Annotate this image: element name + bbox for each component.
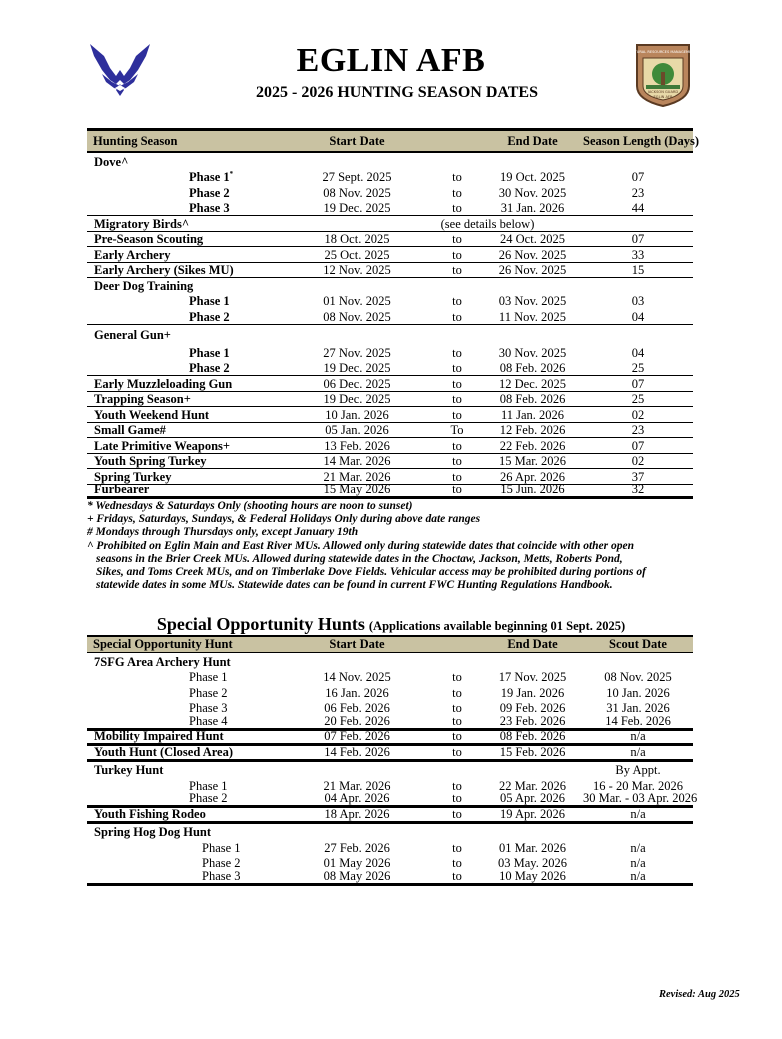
phase-label: Phase 2 <box>202 856 241 870</box>
header-start-date: Start Date <box>329 637 385 651</box>
scout-date: n/a <box>630 868 646 883</box>
phase-label: Phase 1 <box>189 670 228 684</box>
header-special-hunt: Special Opportunity Hunt <box>93 637 233 651</box>
start-date: 12 Nov. 2025 <box>323 263 391 277</box>
season-length: 44 <box>631 201 645 215</box>
table-row <box>87 293 693 309</box>
start-date: 10 Jan. 2026 <box>325 407 389 422</box>
to-label: to <box>452 247 462 262</box>
end-date: 12 Feb. 2026 <box>499 423 566 438</box>
phase-label: Phase 1 <box>189 294 230 308</box>
group-label: General Gun+ <box>94 328 171 342</box>
table-row <box>87 422 693 438</box>
logo-top-text: NATURAL RESOURCES MANAGEMENT <box>629 50 697 54</box>
hunt-name: Youth Hunt (Closed Area) <box>94 744 234 759</box>
season-length: 02 <box>631 407 645 422</box>
hunting-season-table <box>87 128 699 499</box>
to-label: to <box>452 806 462 821</box>
start-date: 14 Nov. 2025 <box>323 670 391 684</box>
season-length: 04 <box>631 345 645 360</box>
end-date: 19 Apr. 2026 <box>500 806 565 821</box>
table-row <box>87 453 693 469</box>
table-row <box>87 184 693 200</box>
to-label: to <box>452 185 462 200</box>
scout-date: n/a <box>630 856 646 870</box>
scout-date: By Appt. <box>615 763 661 777</box>
to-label: to <box>452 744 462 759</box>
to-label: to <box>452 361 462 376</box>
start-date: 01 Nov. 2025 <box>323 294 391 308</box>
end-date: 09 Feb. 2026 <box>499 701 566 715</box>
season-name: Late Primitive Weapons+ <box>94 438 231 453</box>
end-date: 17 Nov. 2025 <box>498 670 567 684</box>
table-row <box>87 391 693 407</box>
scout-date: n/a <box>630 744 646 759</box>
start-date: 19 Dec. 2025 <box>323 392 391 407</box>
to-label: to <box>452 294 462 308</box>
phase-label: Phase 3 <box>189 701 228 715</box>
table-row <box>87 870 693 886</box>
season-name: Early Muzzleloading Gun <box>94 376 233 391</box>
phase-label: Phase 1 <box>189 778 228 793</box>
special-hunts-title <box>0 614 782 635</box>
header-end-date: End Date <box>507 637 558 651</box>
to-label: to <box>452 778 462 793</box>
season-length: 37 <box>631 469 645 484</box>
start-date: 21 Mar. 2026 <box>323 778 391 793</box>
footnote: ^ Prohibited on Eglin Main and East River MUs. Allowed only during statewide dates that coincide with other open <box>87 539 635 552</box>
to-label: to <box>452 407 462 422</box>
to-label: to <box>452 856 462 870</box>
hunt-name: Youth Fishing Rodeo <box>94 806 206 821</box>
table-row <box>87 246 693 262</box>
to-label: To <box>450 423 464 438</box>
table-header <box>87 128 699 153</box>
phase-label: Phase 2 <box>189 185 230 200</box>
end-date: 26 Nov. 2025 <box>498 263 567 277</box>
table-row <box>87 262 693 278</box>
start-date: 14 Feb. 2026 <box>324 744 390 759</box>
end-date: 22 Feb. 2026 <box>499 438 566 453</box>
start-date: 27 Feb. 2026 <box>324 840 390 855</box>
season-length: 23 <box>631 423 645 438</box>
start-date: 19 Dec. 2025 <box>323 361 391 376</box>
season-length: 25 <box>631 361 645 376</box>
start-date: 21 Mar. 2026 <box>323 469 391 484</box>
to-label: to <box>452 201 462 215</box>
scout-date: 08 Nov. 2025 <box>604 670 672 684</box>
season-length: 33 <box>631 247 645 262</box>
end-date: 22 Mar. 2026 <box>498 778 566 793</box>
season-name: Youth Weekend Hunt <box>94 407 210 422</box>
special-hunts-table <box>87 635 698 886</box>
phase-label: Phase 3 <box>202 868 241 883</box>
start-date: 20 Feb. 2026 <box>324 713 390 728</box>
end-date: 05 Apr. 2026 <box>500 791 565 805</box>
season-length: 32 <box>631 482 645 497</box>
end-date: 19 Jan. 2026 <box>500 685 565 700</box>
end-date: 24 Oct. 2025 <box>500 232 565 246</box>
table-row <box>87 200 693 216</box>
footnote: # Mondays through Thursdays only, except January 19th <box>87 526 359 539</box>
table-row <box>87 277 693 293</box>
table-row <box>87 342 693 360</box>
scout-date: n/a <box>630 840 646 855</box>
see-details-note: (see details below) <box>440 216 535 231</box>
table-row <box>87 808 693 824</box>
special-hunts-heading: Special Opportunity Hunts <box>156 614 365 634</box>
footnote-marker: * <box>229 170 234 178</box>
start-date: 08 Nov. 2025 <box>323 185 391 200</box>
start-date: 18 Apr. 2026 <box>324 806 390 821</box>
phase-label: Phase 2 <box>189 791 228 805</box>
table-row <box>87 484 693 500</box>
page-title: EGLIN AFB <box>296 42 486 79</box>
start-date: 05 Jan. 2026 <box>325 423 389 438</box>
header-hunting-season: Hunting Season <box>93 133 178 148</box>
to-label: to <box>452 376 462 391</box>
season-length: 07 <box>631 438 645 453</box>
season-name: Pre-Season Scouting <box>94 232 204 246</box>
season-length: 02 <box>631 454 645 469</box>
revised-date: Revised: Aug 2025 <box>659 989 740 1000</box>
end-date: 11 Jan. 2026 <box>500 407 565 422</box>
end-date: 03 May. 2026 <box>498 856 567 870</box>
season-length: 07 <box>631 232 645 246</box>
season-name: Spring Turkey <box>94 469 172 484</box>
end-date: 19 Oct. 2025 <box>500 170 565 184</box>
start-date: 16 Jan. 2026 <box>325 685 389 700</box>
page-subtitle: 2025 - 2026 HUNTING SEASON DATES <box>256 84 538 101</box>
group-label: Deer Dog Training <box>94 278 194 293</box>
start-date: 25 Oct. 2025 <box>324 247 390 262</box>
group-label: Turkey Hunt <box>94 763 164 777</box>
scout-date: 10 Jan. 2026 <box>606 685 670 700</box>
end-date: 30 Nov. 2025 <box>498 185 567 200</box>
group-label: 7SFG Area Archery Hunt <box>94 654 231 669</box>
to-label: to <box>452 840 462 855</box>
to-label: to <box>452 469 462 484</box>
table-row <box>87 406 693 422</box>
to-label: to <box>452 670 462 684</box>
table-row <box>87 360 693 376</box>
season-name: Youth Spring Turkey <box>94 454 207 469</box>
season-name: Early Archery <box>94 247 171 262</box>
table-header <box>87 635 693 653</box>
phase-label: Phase 2 <box>189 361 230 376</box>
phase-label: Phase 3 <box>189 201 230 215</box>
logo-mid-text: JACKSON GUARD <box>647 90 679 94</box>
start-date: 14 Mar. 2026 <box>323 454 391 469</box>
to-label: to <box>452 392 462 407</box>
footnote: + Fridays, Saturdays, Sundays, & Federal Holidays Only during above date ranges <box>87 513 481 526</box>
logo-bottom-text: EGLIN AFB <box>653 95 673 99</box>
start-date: 27 Sept. 2025 <box>322 170 392 184</box>
to-label: to <box>452 232 462 246</box>
to-label: to <box>452 454 462 469</box>
end-date: 12 Dec. 2025 <box>499 376 566 391</box>
start-date: 27 Nov. 2025 <box>323 345 391 360</box>
header-scout-date: Scout Date <box>609 637 667 651</box>
end-date: 08 Feb. 2026 <box>499 361 566 376</box>
table-row <box>87 669 693 685</box>
phase-label: Phase 1* <box>189 170 234 184</box>
start-date: 01 May 2026 <box>323 856 391 870</box>
table-row <box>87 169 693 185</box>
footnote: Sikes, and Toms Creek MUs, and on Timberlake Dove Fields. Vehicular access may be prohibited during portions of <box>96 566 646 579</box>
to-label: to <box>452 791 462 805</box>
to-label: to <box>452 701 462 715</box>
start-date: 06 Feb. 2026 <box>324 701 390 715</box>
to-label: to <box>452 713 462 728</box>
scout-date: 31 Jan. 2026 <box>606 701 670 715</box>
season-length: 23 <box>631 185 645 200</box>
to-label: to <box>452 263 462 277</box>
start-date: 19 Dec. 2025 <box>323 201 391 215</box>
to-label: to <box>452 345 462 360</box>
scout-date: n/a <box>630 729 646 743</box>
table-row <box>87 762 693 778</box>
start-date: 18 Oct. 2025 <box>324 232 390 246</box>
hunt-name: Mobility Impaired Hunt <box>94 729 224 743</box>
to-label: to <box>452 170 462 184</box>
table-row <box>87 746 693 762</box>
season-name: Trapping Season+ <box>94 392 191 407</box>
end-date: 23 Feb. 2026 <box>499 713 566 728</box>
season-length: 03 <box>631 294 645 308</box>
season-length: 15 <box>631 263 645 277</box>
season-length: 04 <box>631 309 645 324</box>
table-row <box>87 839 693 855</box>
start-date: 08 Nov. 2025 <box>323 309 391 324</box>
to-label: to <box>452 482 462 497</box>
end-date: 26 Apr. 2026 <box>500 469 565 484</box>
end-date: 08 Feb. 2026 <box>499 729 566 743</box>
group-label: Spring Hog Dog Hunt <box>94 825 212 839</box>
season-name: Migratory Birds^ <box>94 216 190 231</box>
start-date: 06 Dec. 2025 <box>323 376 391 391</box>
season-name: Furbearer <box>94 482 150 497</box>
season-name: Early Archery (Sikes MU) <box>94 263 234 277</box>
season-length: 07 <box>631 170 645 184</box>
special-hunts-subheading: (Applications available beginning 01 Sept. 2025) <box>368 619 626 633</box>
phase-label: Phase 1 <box>189 345 230 360</box>
header-end-date: End Date <box>507 133 558 148</box>
table-row <box>87 653 693 669</box>
season-name: Small Game# <box>94 423 166 438</box>
table-row <box>87 324 693 343</box>
scout-date: 16 - 20 Mar. 2026 <box>593 778 683 793</box>
end-date: 15 Feb. 2026 <box>499 744 566 759</box>
header-season-length: Season Length (Days) <box>583 133 699 148</box>
start-date: 13 Feb. 2026 <box>324 438 390 453</box>
table-row <box>87 684 693 700</box>
table-row <box>87 215 693 231</box>
header-start-date: Start Date <box>329 133 385 148</box>
to-label: to <box>452 868 462 883</box>
footnote: * Wednesdays & Saturdays Only (shooting hours are noon to sunset) <box>87 500 413 512</box>
season-length: 07 <box>631 376 645 391</box>
end-date: 30 Nov. 2025 <box>498 345 567 360</box>
phase-label: Phase 2 <box>189 685 228 700</box>
table-row <box>87 375 693 391</box>
start-date: 15 May 2026 <box>323 482 391 497</box>
start-date: 07 Feb. 2026 <box>324 729 390 743</box>
scout-date: 14 Feb. 2026 <box>605 713 671 728</box>
footnotes <box>87 500 693 592</box>
to-label: to <box>452 685 462 700</box>
to-label: to <box>452 309 462 324</box>
group-label: Dove^ <box>94 154 129 169</box>
phase-label: Phase 4 <box>189 713 228 728</box>
end-date: 03 Nov. 2025 <box>498 294 567 308</box>
end-date: 26 Nov. 2025 <box>498 247 567 262</box>
scout-date: 30 Mar. - 03 Apr. 2026 <box>583 791 698 805</box>
start-date: 08 May 2026 <box>323 868 391 883</box>
end-date: 10 May 2026 <box>499 868 566 883</box>
to-label: to <box>452 729 462 743</box>
footnote: seasons in the Brier Creek MUs. Allowed during statewide dates in the Choctaw, Jackson, Metts, Roberts Pond, <box>96 552 623 565</box>
end-date: 01 Mar. 2026 <box>498 840 566 855</box>
end-date: 11 Nov. 2025 <box>498 309 567 324</box>
end-date: 31 Jan. 2026 <box>500 201 565 215</box>
scout-date: n/a <box>630 806 646 821</box>
table-row <box>87 824 693 840</box>
phase-label: Phase 1 <box>202 840 241 855</box>
table-row <box>87 308 693 324</box>
table-row <box>87 153 693 169</box>
table-row <box>87 231 693 247</box>
end-date: 08 Feb. 2026 <box>499 392 566 407</box>
end-date: 15 Mar. 2026 <box>498 454 566 469</box>
start-date: 04 Apr. 2026 <box>324 791 390 805</box>
to-label: to <box>452 438 462 453</box>
end-date: 15 Jun. 2026 <box>500 482 565 497</box>
table-row <box>87 437 693 453</box>
footnote: statewide dates in some MUs. Statewide dates can be found in current FWC Hunting Regulations Handbook. <box>96 579 613 592</box>
season-length: 25 <box>631 392 645 407</box>
phase-label: Phase 2 <box>189 309 230 324</box>
